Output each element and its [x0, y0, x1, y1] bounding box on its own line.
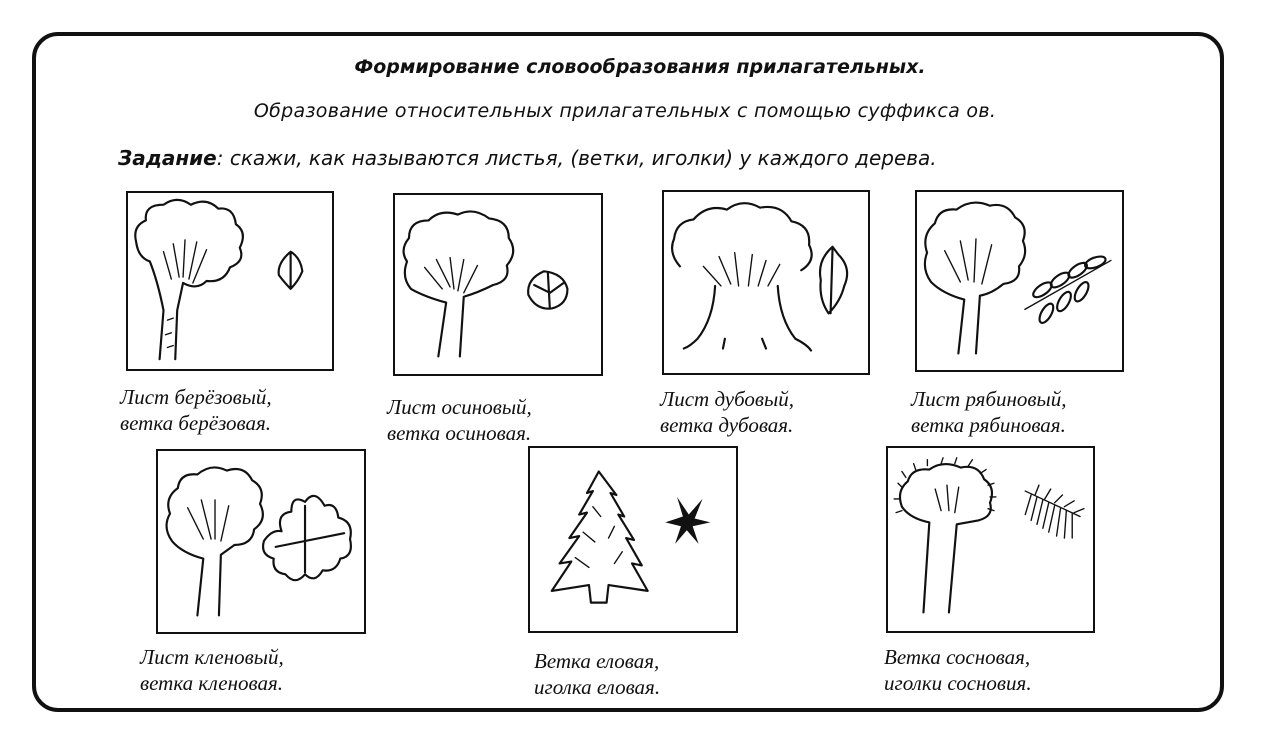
caption-line-2: ветка берёзовая.: [120, 411, 271, 435]
task-instruction: [118, 146, 1118, 170]
caption-line-1: Лист рябиновый,: [911, 387, 1067, 411]
task-text: : скажи, как называются листья, (ветки, иголки) у каждого дерева.: [216, 146, 937, 170]
card-pine: [886, 446, 1095, 633]
caption-line-1: Лист берёзовый,: [120, 385, 272, 409]
card-maple: [156, 449, 366, 634]
caption-line-2: ветка кленовая.: [140, 671, 284, 695]
caption-aspen: [387, 394, 532, 446]
caption-birch: [120, 384, 272, 436]
caption-line-1: Лист осиновый,: [387, 395, 532, 419]
card-oak: [662, 190, 870, 375]
caption-line-1: Ветка еловая,: [534, 649, 660, 673]
rowan-tree-icon: [917, 192, 1122, 370]
caption-line-2: ветка рябиновая.: [911, 413, 1066, 437]
caption-line-1: Лист дубовый,: [660, 387, 794, 411]
card-aspen: [393, 193, 603, 376]
card-birch: [126, 191, 334, 371]
worksheet-title: Формирование словообразования прилагательных.: [354, 56, 926, 78]
caption-rowan: [911, 386, 1067, 438]
caption-line-2: ветка осиновая.: [387, 421, 532, 445]
caption-line-2: ветка дубовая.: [660, 413, 794, 437]
aspen-tree-icon: [395, 195, 601, 374]
caption-pine: [884, 644, 1032, 696]
worksheet-subtitle: Образование относительных прилагательных с помощью суффикса ов.: [253, 100, 997, 122]
card-rowan: [915, 190, 1124, 372]
oak-tree-icon: [664, 192, 868, 373]
caption-maple: [140, 644, 284, 696]
birch-tree-icon: [128, 193, 332, 369]
caption-line-1: Лист кленовый,: [140, 645, 284, 669]
card-spruce: [528, 446, 738, 633]
task-label: Задание: [118, 146, 217, 170]
maple-tree-icon: [158, 451, 364, 632]
caption-line-2: иголки сосновия.: [884, 671, 1032, 695]
caption-oak: [660, 386, 794, 438]
pine-tree-icon: [888, 448, 1093, 631]
caption-line-2: иголка еловая.: [534, 675, 661, 699]
caption-line-1: Ветка сосновая,: [884, 645, 1031, 669]
caption-spruce: [534, 648, 660, 700]
spruce-tree-icon: [530, 448, 736, 631]
